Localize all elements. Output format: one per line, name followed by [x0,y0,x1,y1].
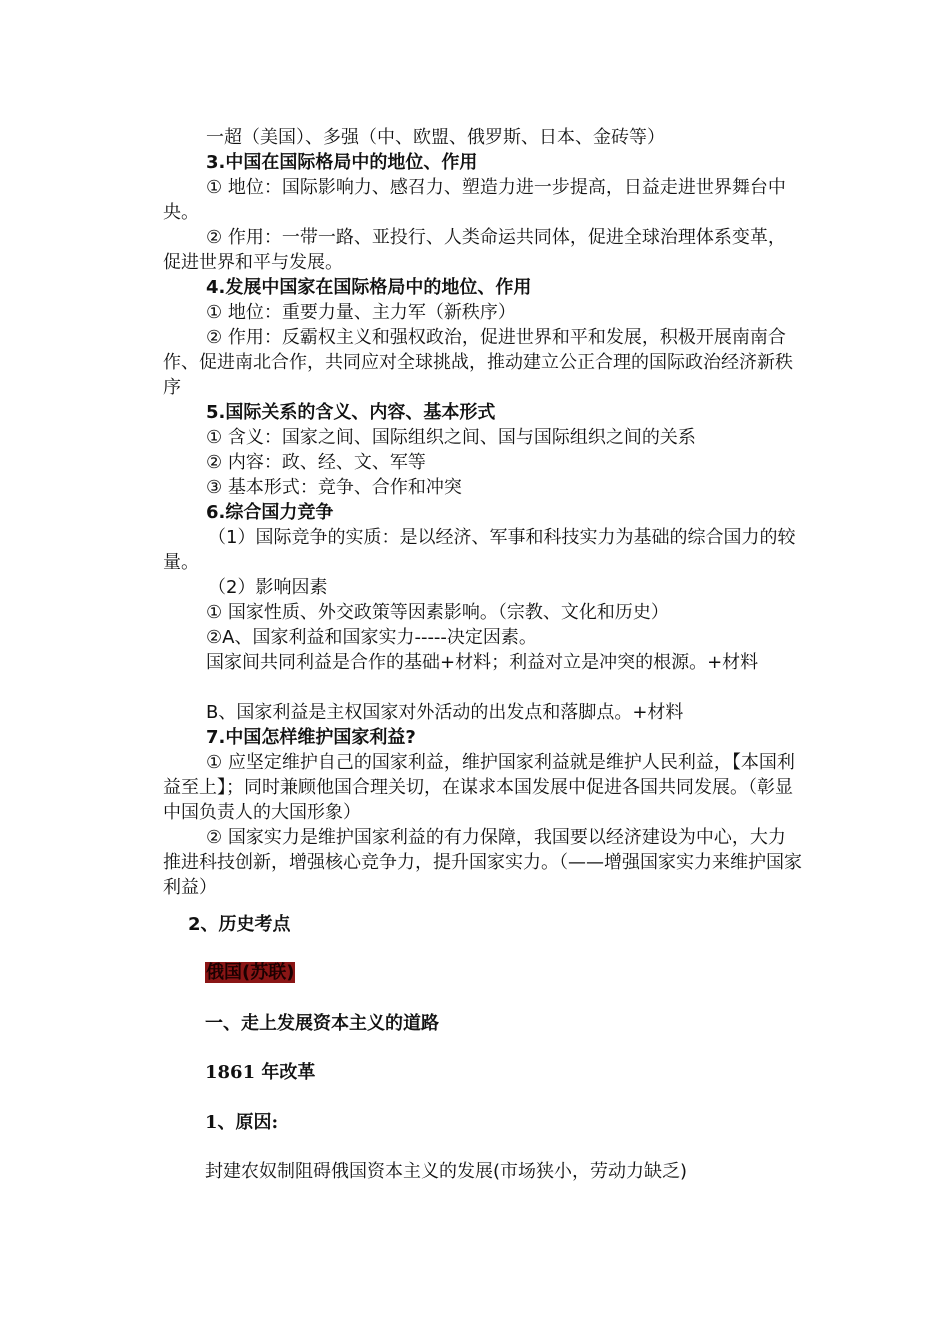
paragraph: ① 地位：国际影响力、感召力、塑造力进一步提高，日益走进世界舞台中央。 [163,177,786,223]
paragraph: ① 应坚定维护自己的国家利益，维护国家利益就是维护人民利益，【本国利益至上】；同时兼顾他国合理关切，在谋求本国发展中促进各国共同发展。（彰显中国负责人的大国形象） [163,752,795,823]
paragraph: 封建农奴制阻碍俄国资本主义的发展(市场狭小，劳动力缺乏) [205,1161,688,1182]
russia-highlight-tag: 俄国(苏联) [206,962,295,983]
paragraph: ③ 基本形式：竞争、合作和冲突 [206,477,462,498]
russia-tag-line [205,960,845,985]
paragraph: ① 地位：重要力量、主力军（新秩序） [206,302,516,323]
history-subheading: 1861 年改革 [205,1062,316,1083]
paragraph: ②A、国家利益和国家实力-----决定因素。 [206,627,537,648]
paragraph: ② 作用：一带一路、亚投行、人类命运共同体，促进全球治理体系变革，促进世界和平与发展。 [163,227,786,273]
paragraph: B、国家利益是主权国家对外活动的出发点和落脚点。+材料 [206,702,684,723]
heading-4: 4.发展中国家在国际格局中的地位、作用 [206,277,532,298]
paragraph: ② 内容：政、经、文、军等 [206,452,426,473]
paragraph: （1）国际竞争的实质：是以经济、军事和科技实力为基础的综合国力的较量。 [163,527,796,573]
paragraph: 国家间共同利益是合作的基础+材料；利益对立是冲突的根源。+材料 [206,652,759,673]
history-subheading: 1、原因: [205,1112,279,1133]
paragraph: ① 含义：国家之间、国际组织之间、国与国际组织之间的关系 [206,427,696,448]
paragraph: 一超（美国）、多强（中、欧盟、俄罗斯、日本、金砖等） [206,127,665,148]
paragraph: ② 国家实力是维护国家利益的有力保障，我国要以经济建设为中心，大力推进科技创新，增强核心竞争力，提升国家实力。（——增强国家实力来维护国家利益） [163,827,802,898]
heading-5: 5.国际关系的含义、内容、基本形式 [206,402,496,423]
heading-6: 6.综合国力竞争 [206,502,334,523]
paragraph: （2）影响因素 [208,577,328,598]
history-heading: 一、走上发展资本主义的道路 [205,1013,439,1034]
paragraph: ② 作用：反霸权主义和强权政治，促进世界和平和发展，积极开展南南合作、促进南北合作，共同应对全球挑战，推动建立公正合理的国际政治经济新秩序 [163,327,793,398]
heading-3: 3.中国在国际格局中的地位、作用 [206,152,478,173]
paragraph: ① 国家性质、外交政策等因素影响。（宗教、文化和历史） [206,602,669,623]
section-heading: 2、历史考点 [188,914,291,935]
heading-7: 7.中国怎样维护国家利益? [206,727,416,748]
